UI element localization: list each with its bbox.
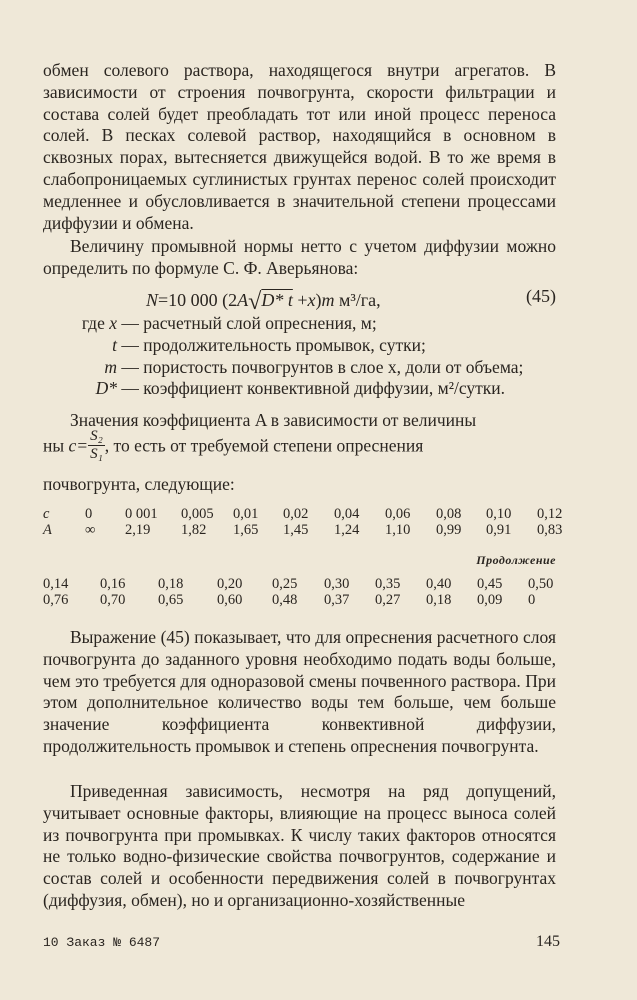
table-cell: 0,37 [324, 592, 350, 608]
formula-eq: =10 000 (2 [158, 290, 238, 310]
coefficient-table-2 [43, 576, 553, 608]
table-cell: 0,04 [334, 506, 360, 522]
definition-symbol: x [109, 313, 117, 333]
coefficient-sentence-fraction-line [43, 430, 556, 474]
table-cell: 0,16 [100, 576, 126, 592]
row-label [43, 522, 85, 538]
table-cell: 0,18 [426, 592, 452, 608]
sqrt-symbol: √ [248, 289, 262, 315]
table-cell: 0,08 [436, 506, 462, 522]
table-cell: 0,02 [283, 506, 309, 522]
table-cell: 1,45 [283, 522, 309, 538]
radicand-text: D* t [261, 290, 293, 310]
continuation-label: Продолжение [476, 553, 556, 567]
table-cell: 0,35 [375, 576, 401, 592]
table-cell: 0,48 [272, 592, 298, 608]
table-cell: 0,45 [477, 576, 503, 592]
table-row-a [43, 592, 553, 608]
table-row-c [43, 506, 562, 522]
formula-plus: + [292, 290, 308, 310]
table-row-a [43, 522, 562, 538]
fraction-numerator: S₂ [90, 428, 103, 444]
definition-row [43, 313, 556, 335]
definition-row [43, 357, 556, 379]
coefficient-sentence-rest: , то есть от требуемой степени опреснения [104, 435, 424, 456]
ny-text: ны [43, 435, 69, 456]
table-cell: 0,83 [537, 522, 563, 538]
table-cell: 0,40 [426, 576, 452, 592]
definition-term [43, 357, 117, 379]
table-cell: 0,65 [158, 592, 184, 608]
table-cell: 0 [85, 506, 93, 522]
formula-lhs: N [146, 290, 159, 310]
table-cell: 0,70 [100, 592, 126, 608]
table-cell: ∞ [85, 522, 96, 538]
definition-row [43, 335, 556, 357]
definition-term [43, 378, 117, 400]
table-row-c [43, 576, 553, 592]
paragraph-expression-45: Выражение (45) показывает, что для опреснения расчетного слоя почвогрунта до заданного уровня необходимо подать воды больше, чем это требуется для одноразовой смены почвенного раствора. При этом дополнительное количество воды тем больше, чем больше значение коэффициента конвективной диффузии, продолжительность промывок и степень опреснения почвогрунта. [43, 627, 556, 756]
table-cell: 0,91 [486, 522, 512, 538]
table-cell: 1,82 [181, 522, 207, 538]
definition-desc: расчетный слой опреснения, м; [143, 313, 377, 333]
formula-m: m [321, 290, 335, 310]
printer-signature: 10 Заказ № 6487 [43, 935, 161, 950]
table-cell: 2,19 [125, 522, 151, 538]
formula-number: (45) [526, 286, 556, 306]
formula-units: м³/га, [334, 290, 381, 310]
definition-term [43, 313, 117, 335]
table-cell: 0,18 [158, 576, 184, 592]
table-cell: 0,09 [477, 592, 503, 608]
formula-a: A [237, 290, 249, 310]
c-equals: c= [68, 435, 89, 456]
table-cell: 0,20 [217, 576, 243, 592]
table-cell: 1,10 [385, 522, 411, 538]
coefficient-sentence-line3: почвогрунта, следующие: [43, 474, 235, 494]
formula-radicand [261, 290, 293, 310]
row-label-a: A [43, 522, 52, 538]
formula-x: x [307, 290, 316, 310]
table-cell: 0,005 [181, 506, 214, 522]
definition-desc: пористость почвогрунтов в слое x, доли от объема; [143, 356, 524, 377]
table-cell: 0,10 [486, 506, 512, 522]
table-cell: 0 001 [125, 506, 158, 522]
paragraph-formula-intro: Величину промывной нормы нетто с учетом диффузии можно определить по формуле С. Ф. Аверьянова: [43, 236, 556, 278]
table-cell: 0,30 [324, 576, 350, 592]
coefficient-table-1 [43, 506, 562, 538]
definition-text: — пористость почвогрунтов в слое x, доли от объема; [117, 356, 524, 377]
table-cell: 0,99 [436, 522, 462, 538]
definition-desc: коэффициент конвективной диффузии, м²/сутки. [143, 378, 506, 399]
row-label-c: c [43, 506, 50, 522]
definition-text: — расчетный слой опреснения, м; [117, 313, 377, 333]
table-cell: 0,25 [272, 576, 298, 592]
definitions-list [43, 313, 556, 400]
table-cell: 1,65 [233, 522, 259, 538]
table-cell: 0,06 [385, 506, 411, 522]
definition-desc: продолжительность промывок, сутки; [143, 334, 426, 355]
table-cell: 0 [528, 592, 536, 608]
paragraph-dependence: Приведенная зависимость, несмотря на ряд допущений, учитывает основные факторы, влияющие на процесс выноса солей из почвогрунта при промывках. К числу таких факторов относятся не только водно-физические свойства почвогрунтов, содержание и состав солей и особенности передвижения солей в почвогрунтах (диффузия, обмен), но и организационно-хозяйственные [43, 781, 556, 910]
row-label [43, 506, 85, 522]
table-cell: 0,01 [233, 506, 259, 522]
definition-prefix: где [81, 313, 110, 333]
table-cell: 0,60 [217, 592, 243, 608]
table-cell: 0,50 [528, 576, 554, 592]
paragraph-intro: обмен солевого раствора, находящегося внутри агрегатов. В зависимости от строения почвогрунта, скорости фильтрации и состава солей будет преобладать тот или иной процесс переноса солей. В песках солевой раствор, находящийся в основном в сквозных порах, вытесняется движущейся водой. В то же время в слабопроницаемых суглинистых грунтах перенос солей происходит медленнее и обусловливается в значительной степени процессами диффузии и обмена. [43, 60, 556, 233]
definition-text: — продолжительность промывок, сутки; [117, 334, 426, 355]
definition-row [43, 378, 556, 400]
definition-term [43, 335, 117, 357]
fraction [88, 428, 105, 463]
table-cell: 0,12 [537, 506, 563, 522]
definition-symbol: t [112, 334, 117, 355]
definition-symbol: m [104, 356, 117, 377]
table-cell: 0,14 [43, 576, 69, 592]
fraction-denominator: S₁ [90, 446, 103, 462]
definition-text: — коэффициент конвективной диффузии, м²/сутки. [117, 378, 506, 399]
coefficient-sentence-line1: Значения коэффициента A в зависимости от величины [70, 410, 477, 430]
formula-expression [146, 286, 381, 313]
formula-45 [43, 286, 556, 315]
table-cell: 1,24 [334, 522, 360, 538]
page-number: 145 [536, 933, 560, 950]
table-cell: 0,27 [375, 592, 401, 608]
definition-symbol: D* [95, 378, 117, 399]
formula-close: ) [315, 290, 322, 310]
table-cell: 0,76 [43, 592, 69, 608]
